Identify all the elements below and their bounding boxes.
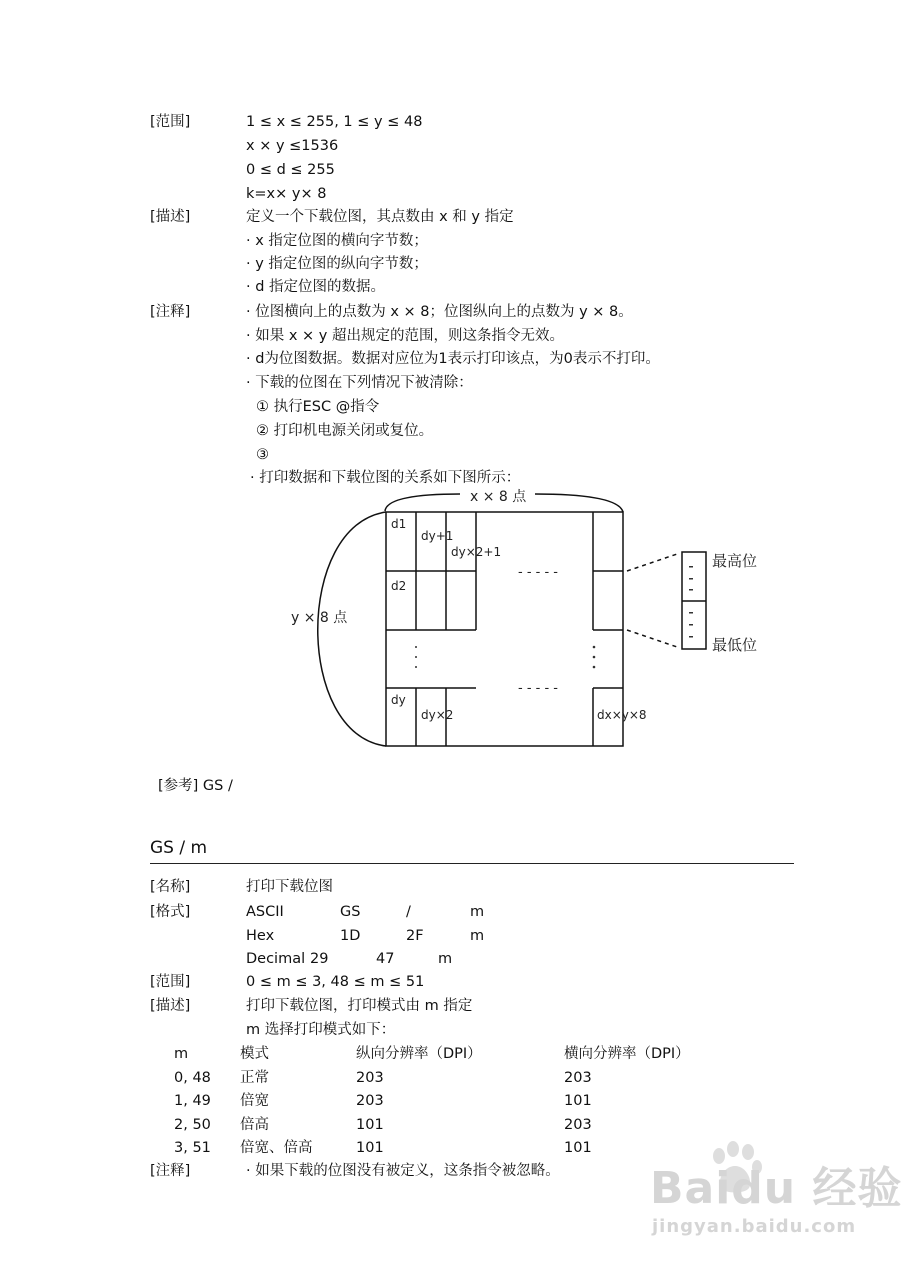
format-ascii-3: / [406,904,411,920]
range-line-3: 0 ≤ d ≤ 255 [246,162,335,178]
range-line-1: 1 ≤ x ≤ 255, 1 ≤ y ≤ 48 [246,114,423,130]
name-label: [名称] [150,879,191,895]
note-value-2: · 如果下载的位图没有被定义，这条指令被忽略。 [246,1163,560,1179]
left-brace [318,512,386,746]
desc-label: [描述] [150,209,191,225]
table-header-hdpi: 横向分辨率（DPI） [564,1046,690,1062]
cell-dy-x2: dy×2 [421,708,454,722]
cell-mode: 倍高 [240,1117,269,1133]
note-line-3: · d为位图数据。数据对应位为1表示打印该点，为0表示不打印。 [246,351,660,367]
format-dec-3: 47 [376,951,395,967]
cell-d2: d2 [391,579,407,593]
relation-line: · 打印数据和下载位图的关系如下图所示： [250,470,521,486]
format-hex-3: 2F [406,928,424,944]
cell-mode: 倍宽 [240,1093,269,1109]
cell-vdpi: 101 [356,1117,384,1133]
section-divider [150,863,794,864]
cell-dy-plus-1: dy+1 [421,529,454,543]
range-label: [范围] [150,114,191,130]
range-value-2: 0 ≤ m ≤ 3, 48 ≤ m ≤ 51 [246,974,425,990]
format-label: [格式] [150,904,191,920]
cell-vdpi: 101 [356,1140,384,1156]
format-ascii-4: m [470,904,485,920]
cell-dy: dy [391,693,406,707]
format-dec-4: m [438,951,453,967]
table-header-m: m [174,1046,189,1062]
cell-dx-y-8: dx×y×8 [597,708,647,722]
cell-mode: 正常 [240,1070,269,1086]
note-line-1: · 位图横向上的点数为 x × 8；位图纵向上的点数为 y × 8。 [246,304,633,320]
cell-m: 0, 48 [174,1070,211,1086]
cell-mode: 倍宽、倍高 [240,1140,313,1156]
desc-line-4: · d 指定位图的数据。 [246,279,386,295]
format-dec-2: 29 [310,951,329,967]
note-label: [注释] [150,304,191,320]
cell-vdpi: 203 [356,1093,384,1109]
cell-m: 3, 51 [174,1140,211,1156]
format-hex-2: 1D [340,928,361,944]
leader-top [627,553,680,571]
format-ascii-1: ASCII [246,904,284,920]
section-title: GS / m [150,838,208,858]
range-line-2: x × y ≤1536 [246,138,339,154]
clear-item-3: ③ [256,447,269,463]
table-header-mode: 模式 [240,1046,269,1062]
range-label-2: [范围] [150,974,191,990]
cell-m: 1, 49 [174,1093,211,1109]
cell-hdpi: 101 [564,1093,592,1109]
desc-label-2: [描述] [150,998,191,1014]
cell-dy-x2-plus-1: dy×2+1 [451,545,502,559]
format-hex-4: m [470,928,485,944]
note-line-4: · 下载的位图在下列情况下被清除： [246,375,473,391]
cell-m: 2, 50 [174,1117,211,1133]
dots-bottom: - - - - - [518,681,558,696]
desc-line-2-1: 打印下载位图，打印模式由 m 指定 [246,998,473,1014]
cell-hdpi: 101 [564,1140,592,1156]
reference-line: [参考] GS / [158,778,233,794]
desc-line-2-2: m 选择打印模式如下： [246,1022,396,1038]
cell-d1: d1 [391,517,407,531]
cell-vdpi: 203 [356,1070,384,1086]
clear-item-2: ② 打印机电源关闭或复位。 [256,423,434,439]
msb-label: 最高位 [712,552,758,570]
note-label-2: [注释] [150,1163,191,1179]
watermark-url: jingyan.baidu.com [652,1216,857,1237]
clear-item-1: ① 执行ESC @指令 [256,399,380,415]
dots-top: - - - - - [518,565,558,580]
cell-hdpi: 203 [564,1117,592,1133]
format-hex-1: Hex [246,928,275,944]
watermark-logo: Baidu 经验 [650,1163,903,1214]
left-axis-label: y × 8 点 [291,610,348,626]
format-ascii-2: GS [340,904,361,920]
leader-bottom [627,630,680,648]
lsb-label: 最低位 [712,636,758,654]
desc-line-3: · y 指定位图的纵向字节数； [246,256,428,272]
cell-hdpi: 203 [564,1070,592,1086]
note-line-2: · 如果 x × y 超出规定的范围，则这条指令无效。 [246,328,564,344]
top-axis-label: x × 8 点 [470,489,527,505]
format-dec-1: Decimal [246,951,306,967]
name-value: 打印下载位图 [246,879,333,895]
desc-line-2: · x 指定位图的横向字节数； [246,233,428,249]
range-line-4: k=x× y× 8 [246,186,327,202]
desc-line-1: 定义一个下载位图，其点数由 x 和 y 指定 [246,209,514,225]
table-header-vdpi: 纵向分辨率（DPI） [356,1046,482,1062]
